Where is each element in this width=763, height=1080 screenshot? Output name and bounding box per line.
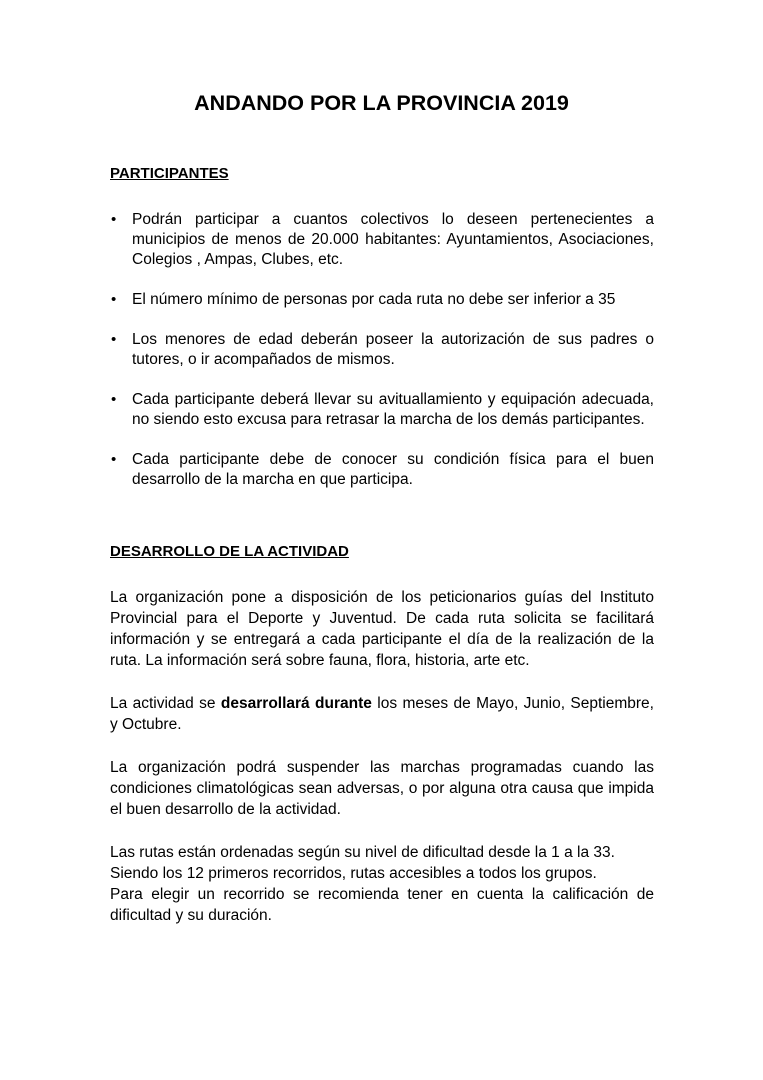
- bold-text: desarrollará durante: [220, 695, 372, 712]
- paragraph-line: Siendo los 12 primeros recorridos, rutas accesibles a todos los grupos.: [110, 865, 597, 882]
- paragraph-text: La actividad se: [110, 695, 221, 712]
- list-item-text: Podrán participar a cuantos colectivos lo deseen pertenecientes a municipios de menos de 20.000 habitantes: Ayuntamientos, Asociaciones, Colegios , Ampas, Clubes, etc.: [132, 211, 654, 268]
- paragraph-line: Las rutas están ordenadas según su nivel de dificultad desde la 1 a la 33.: [110, 844, 615, 861]
- document-title: ANDANDO POR LA PROVINCIA 2019: [194, 91, 569, 115]
- paragraph-organizacion: La organización pone a disposición de los peticionarios guías del Instituto Provincial para el Deporte y Juventud. De cada ruta solicita se facilitará información y se entregará a cada participante el día de la realización de la ruta. La información será sobre fauna, flora, historia, arte etc.: [110, 589, 654, 669]
- bullet-icon: •: [111, 331, 117, 348]
- paragraph-rutas: [110, 842, 654, 926]
- paragraph-text: los meses de Mayo, Junio, Septiembre, y Octubre.: [110, 695, 654, 733]
- bullet-icon: •: [111, 391, 117, 408]
- list-item: [110, 210, 654, 270]
- section-heading-desarrollo: DESARROLLO DE LA ACTIVIDAD: [110, 543, 349, 560]
- paragraph-line: Para elegir un recorrido se recomienda tener en cuenta la calificación de dificultad y su duración.: [110, 886, 654, 924]
- section-heading-participantes: PARTICIPANTES: [110, 165, 229, 182]
- bullet-icon: •: [111, 211, 117, 228]
- list-item: [110, 290, 654, 310]
- paragraph-actividad: [110, 693, 654, 735]
- list-item: [110, 450, 654, 490]
- participantes-list: [110, 210, 654, 490]
- list-item-text: Los menores de edad deberán poseer la autorización de sus padres o tutores, o ir acompañados de mismos.: [132, 331, 654, 368]
- bullet-icon: •: [111, 451, 117, 468]
- list-item-text: El número mínimo de personas por cada ruta no debe ser inferior a 35: [132, 291, 616, 308]
- paragraph-suspender: La organización podrá suspender las marchas programadas cuando las condiciones climatológicas sean adversas, o por alguna otra causa que impida el buen desarrollo de la actividad.: [110, 759, 654, 818]
- list-item-text: Cada participante debe de conocer su condición física para el buen desarrollo de la marcha en que participa.: [132, 451, 654, 488]
- list-item: [110, 330, 654, 370]
- list-item: [110, 390, 654, 430]
- bullet-icon: •: [111, 291, 117, 308]
- list-item-text: Cada participante deberá llevar su avituallamiento y equipación adecuada, no siendo esto excusa para retrasar la marcha de los demás participantes.: [132, 391, 654, 428]
